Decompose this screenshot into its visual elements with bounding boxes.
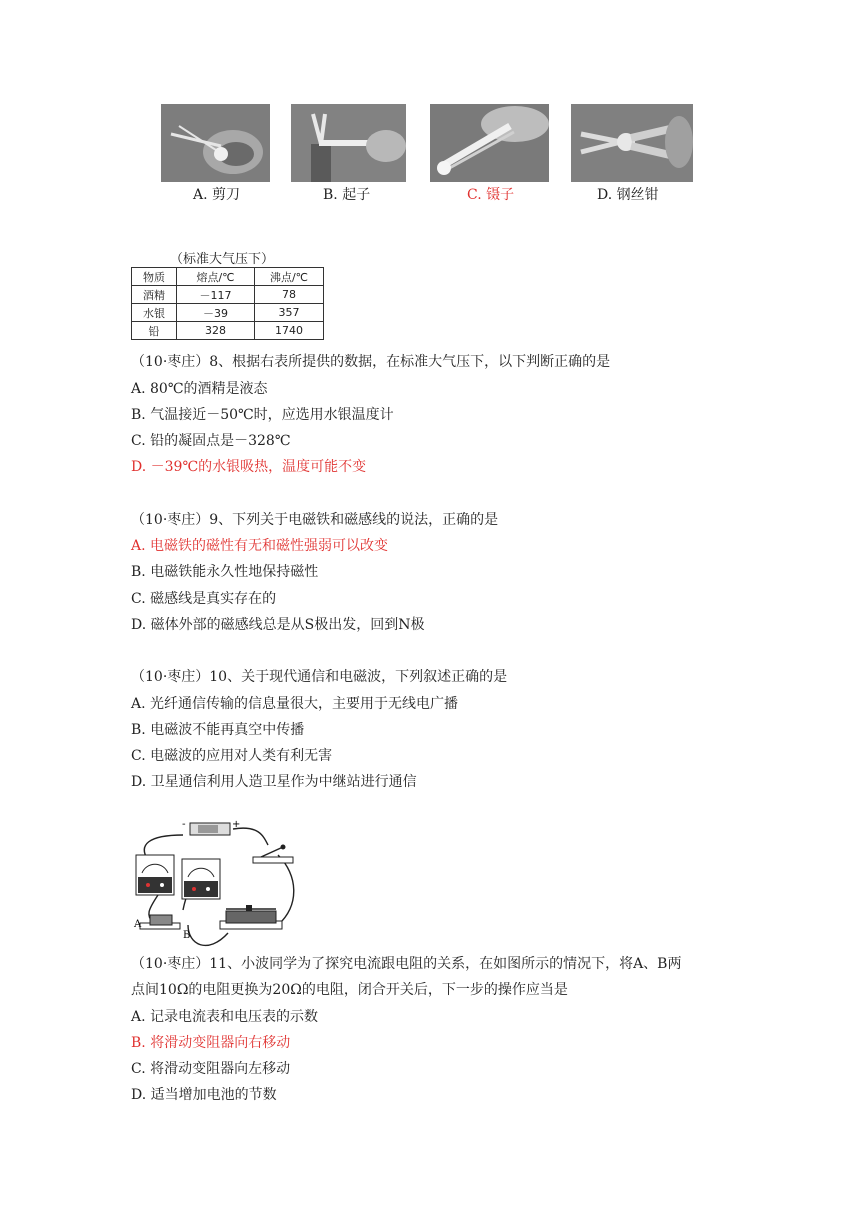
q11-option-a: A. 记录电流表和电压表的示数 — [131, 1009, 319, 1025]
question-11-stem-line1: （10·枣庄）11、小波同学为了探究电流跟电阻的关系，在如图所示的情况下，将A、B两 — [131, 956, 682, 972]
q10-option-d: D. 卫星通信利用人造卫星作为中继站进行通信 — [131, 774, 417, 790]
table-header: 沸点/℃ — [255, 268, 324, 286]
q10-option-c: C. 电磁波的应用对人类有利无害 — [131, 748, 333, 764]
svg-text:+: + — [232, 819, 241, 830]
terminal-a-label: A — [134, 919, 142, 930]
question-8-stem: （10·枣庄）8、根据右表所提供的数据，在标准大气压下，以下判断正确的是 — [131, 354, 611, 370]
data-table — [131, 267, 324, 340]
option-a-caption: A. 剪刀 — [193, 187, 241, 203]
table-header-row — [132, 268, 324, 286]
table-cell: 357 — [255, 304, 324, 322]
q8-option-a: A. 80℃的酒精是液态 — [131, 381, 268, 397]
table-cell: －117 — [177, 286, 255, 304]
resistor-icon — [140, 915, 180, 929]
ammeter-icon — [136, 855, 174, 895]
table-cell: 328 — [177, 322, 255, 340]
table-header: 物质 — [132, 268, 177, 286]
table-cell: 1740 — [255, 322, 324, 340]
table-row — [132, 322, 324, 340]
pliers-photo — [571, 104, 693, 182]
table-row — [132, 304, 324, 322]
svg-text:-: - — [182, 819, 186, 830]
circuit-diagram — [128, 815, 308, 955]
rheostat-icon — [220, 905, 282, 929]
terminal-b-label: B — [183, 930, 191, 941]
table-cell: 78 — [255, 286, 324, 304]
question-9-stem: （10·枣庄）9、下列关于电磁铁和磁感线的说法，正确的是 — [131, 512, 499, 528]
q8-option-c: C. 铅的凝固点是－328℃ — [131, 433, 291, 449]
scissors-photo — [161, 104, 270, 182]
question-10-stem: （10·枣庄）10、关于现代通信和电磁波，下列叙述正确的是 — [131, 669, 508, 685]
bottle-opener-photo — [291, 104, 406, 182]
table-cell: 铅 — [132, 322, 177, 340]
option-c-caption: C. 镊子 — [467, 187, 515, 203]
question-11-stem-line2: 点间10Ω的电阻更换为20Ω的电阻，闭合开关后，下一步的操作应当是 — [131, 982, 568, 998]
table-cell: －39 — [177, 304, 255, 322]
switch-icon — [253, 845, 293, 864]
option-b-caption: B. 起子 — [323, 187, 371, 203]
q9-option-d: D. 磁体外部的磁感线总是从S极出发，回到N极 — [131, 617, 425, 633]
q10-option-b: B. 电磁波不能再真空中传播 — [131, 722, 305, 738]
q11-option-c: C. 将滑动变阻器向左移动 — [131, 1061, 291, 1077]
tweezers-photo — [430, 104, 549, 182]
table-cell: 酒精 — [132, 286, 177, 304]
table-cell: 水银 — [132, 304, 177, 322]
q9-option-c: C. 磁感线是真实存在的 — [131, 591, 277, 607]
table-title: （标准大气压下） — [170, 252, 275, 267]
table-row — [132, 286, 324, 304]
q9-option-b: B. 电磁铁能永久性地保持磁性 — [131, 564, 319, 580]
q9-option-a: A. 电磁铁的磁性有无和磁性强弱可以改变 — [131, 538, 389, 554]
q8-option-b: B. 气温接近－50℃时，应选用水银温度计 — [131, 407, 394, 423]
battery-icon — [182, 819, 240, 835]
q11-option-d: D. 适当增加电池的节数 — [131, 1087, 277, 1103]
q10-option-a: A. 光纤通信传输的信息量很大，主要用于无线电广播 — [131, 696, 459, 712]
q8-option-d: D. －39℃的水银吸热，温度可能不变 — [131, 459, 367, 475]
table-header: 熔点/℃ — [177, 268, 255, 286]
q11-option-b: B. 将滑动变阻器向右移动 — [131, 1035, 291, 1051]
option-d-caption: D. 钢丝钳 — [597, 187, 659, 203]
voltmeter-icon — [182, 859, 220, 899]
